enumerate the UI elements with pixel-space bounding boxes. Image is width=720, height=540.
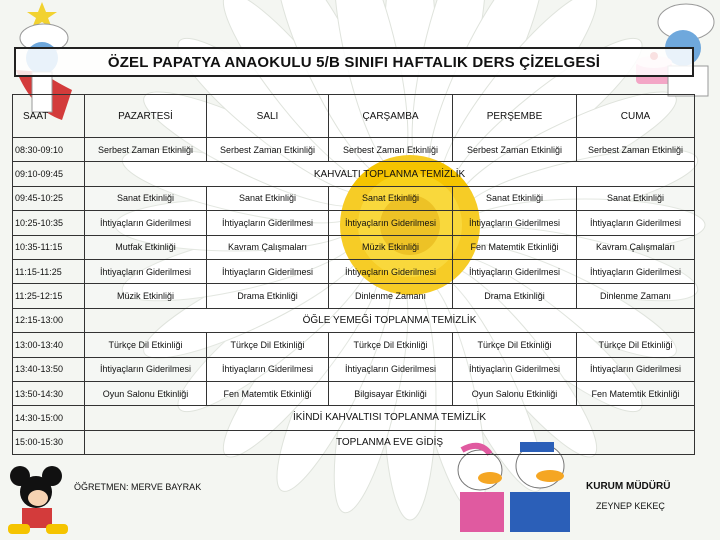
time-cell: 10:35-11:15 [13,235,85,259]
activity-cell: İhtiyaçların Giderilmesi [329,211,453,235]
mickey-illustration [0,462,80,540]
activity-cell: Sanat Etkinliği [207,186,329,210]
column-header: SALI [207,95,329,138]
merged-activity-cell: KAHVALTI TOPLANMA TEMİZLİK [85,162,695,186]
time-cell: 11:15-11:25 [13,259,85,283]
activity-cell: İhtiyaçların Giderilmesi [329,259,453,283]
merged-activity-cell: İKİNDİ KAHVALTISI TOPLANMA TEMİZLİK [85,406,695,430]
activity-cell: Drama Etkinliği [207,284,329,308]
activity-cell: Sanat Etkinliği [453,186,577,210]
table-row [13,162,695,186]
table-row [13,138,695,162]
activity-cell: Fen Matemtik Etkinliği [577,381,695,405]
table-row [13,333,695,357]
column-header: SAAT [13,95,85,138]
activity-cell: Kavram Çalışmaları [577,235,695,259]
column-header: PAZARTESİ [85,95,207,138]
activity-cell: İhtiyaçların Giderilmesi [577,259,695,283]
page-title: ÖZEL PAPATYA ANAOKULU 5/B SINIFI HAFTALIK DERS ÇİZELGESİ [107,53,601,71]
activity-cell: Müzik Etkinliği [329,235,453,259]
time-cell: 10:25-10:35 [13,211,85,235]
activity-cell: Serbest Zaman Etkinliği [329,138,453,162]
time-cell: 15:00-15:30 [13,430,85,454]
table-row [13,308,695,332]
activity-cell: İhtiyaçların Giderilmesi [85,259,207,283]
activity-cell: İhtiyaçların Giderilmesi [85,211,207,235]
activity-cell: Sanat Etkinliği [329,186,453,210]
activity-cell: Sanat Etkinliği [577,186,695,210]
activity-cell: Müzik Etkinliği [85,284,207,308]
time-cell: 09:45-10:25 [13,186,85,210]
table-row [13,430,695,454]
activity-cell: Serbest Zaman Etkinliği [453,138,577,162]
activity-cell: Serbest Zaman Etkinliği [577,138,695,162]
activity-cell: Türkçe Dil Etkinliği [453,333,577,357]
column-header: PERŞEMBE [453,95,577,138]
time-cell: 12:15-13:00 [13,308,85,332]
activity-cell: Türkçe Dil Etkinliği [85,333,207,357]
activity-cell: Bilgisayar Etkinliği [329,381,453,405]
time-cell: 08:30-09:10 [13,138,85,162]
activity-cell: Dinlenme Zamanı [329,284,453,308]
column-header: CUMA [577,95,695,138]
activity-cell: Oyun Salonu Etkinliği [453,381,577,405]
activity-cell: Serbest Zaman Etkinliği [85,138,207,162]
activity-cell: İhtiyaçların Giderilmesi [577,357,695,381]
time-cell: 13:40-13:50 [13,357,85,381]
activity-cell: İhtiyaçların Giderilmesi [329,357,453,381]
activity-cell: Fen Matemtik Etkinliği [453,235,577,259]
principal-name: ZEYNEP KEKEÇ [596,501,665,511]
activity-cell: İhtiyaçların Giderilmesi [577,211,695,235]
time-cell: 14:30-15:00 [13,406,85,430]
activity-cell: İhtiyaçların Giderilmesi [453,211,577,235]
principal-label: KURUM MÜDÜRÜ [586,481,671,492]
activity-cell: Oyun Salonu Etkinliği [85,381,207,405]
schedule-table [12,94,695,455]
table-row [13,406,695,430]
activity-cell: İhtiyaçların Giderilmesi [85,357,207,381]
activity-cell: Türkçe Dil Etkinliği [207,333,329,357]
table-row [13,259,695,283]
table-row [13,357,695,381]
activity-cell: İhtiyaçların Giderilmesi [453,259,577,283]
merged-activity-cell: TOPLANMA EVE GİDİŞ [85,430,695,454]
activity-cell: Fen Matemtik Etkinliği [207,381,329,405]
header-row [13,95,695,138]
time-cell: 11:25-12:15 [13,284,85,308]
table-row [13,186,695,210]
time-cell: 13:00-13:40 [13,333,85,357]
merged-activity-cell: ÖĞLE YEMEĞİ TOPLANMA TEMİZLİK [85,308,695,332]
activity-cell: Drama Etkinliği [453,284,577,308]
time-cell: 09:10-09:45 [13,162,85,186]
column-header: ÇARŞAMBA [329,95,453,138]
activity-cell: İhtiyaçların Giderilmesi [207,259,329,283]
activity-cell: Kavram Çalışmaları [207,235,329,259]
activity-cell: Türkçe Dil Etkinliği [577,333,695,357]
table-row [13,235,695,259]
activity-cell: Mutfak Etkinliği [85,235,207,259]
activity-cell: Dinlenme Zamanı [577,284,695,308]
activity-cell: İhtiyaçların Giderilmesi [207,357,329,381]
activity-cell: İhtiyaçların Giderilmesi [453,357,577,381]
teacher-signature: ÖĞRETMEN: MERVE BAYRAK [74,482,202,492]
table-row [13,211,695,235]
page-title-box [14,47,694,77]
activity-cell: Serbest Zaman Etkinliği [207,138,329,162]
activity-cell: Sanat Etkinliği [85,186,207,210]
activity-cell: İhtiyaçların Giderilmesi [207,211,329,235]
table-row [13,284,695,308]
schedule-body [13,138,695,455]
table-row [13,381,695,405]
time-cell: 13:50-14:30 [13,381,85,405]
activity-cell: Türkçe Dil Etkinliği [329,333,453,357]
